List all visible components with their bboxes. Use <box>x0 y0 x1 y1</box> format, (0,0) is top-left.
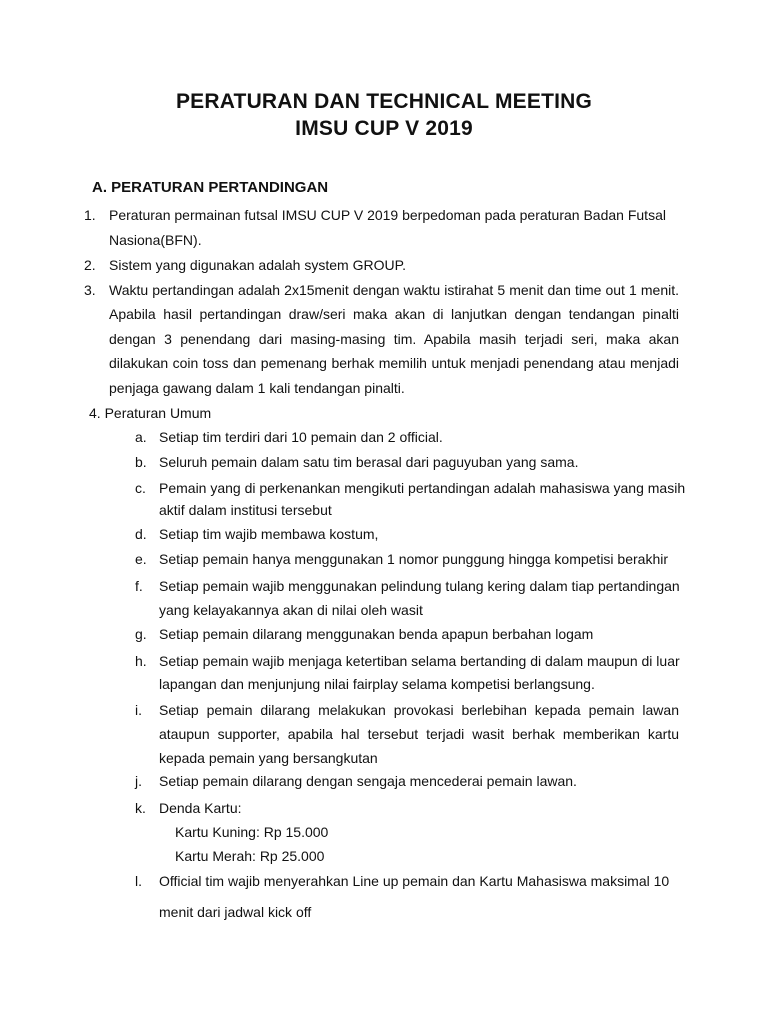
general-rule-l-letter: l. <box>135 873 142 889</box>
document-title-line-1: PERATURAN DAN TECHNICAL MEETING <box>175 90 593 113</box>
general-rule-f-line-2: yang kelayakannya akan di nilai oleh wasit <box>159 602 423 618</box>
general-rule-i-letter: i. <box>135 702 142 718</box>
general-rule-i-line-3: kepada pemain yang bersangkutan <box>159 750 378 766</box>
general-rule-c-line-2: aktif dalam institusi tersebut <box>159 502 332 518</box>
general-rule-a-letter: a. <box>135 429 147 445</box>
general-rule-k-line-1: Denda Kartu: <box>159 800 242 816</box>
general-rule-e-line-1: Setiap pemain hanya menggunakan 1 nomor punggung hingga kompetisi berakhir <box>159 551 669 567</box>
rule-3-line-1: Waktu pertandingan adalah 2x15menit dengan waktu istirahat 5 menit dan time out 1 menit. <box>109 282 679 298</box>
card-fine-red: Kartu Merah: Rp 25.000 <box>175 848 325 864</box>
general-rule-g-letter: g. <box>135 626 147 642</box>
rule-3-line-2: Apabila hasil pertandingan draw/seri maka akan di lanjutkan dengan tendangan pinalti <box>109 306 679 322</box>
rule-3-line-5: penjaga gawang dalam 1 kali tendangan pinalti. <box>109 380 405 396</box>
rule-2-number: 2. <box>84 257 96 273</box>
general-rule-g-line-1: Setiap pemain dilarang menggunakan benda apapun berbahan logam <box>159 626 594 642</box>
general-rule-i-line-1: Setiap pemain dilarang melakukan provokasi berlebihan kepada pemain lawan <box>159 702 679 718</box>
rule-3-line-4: dilakukan coin toss dan pemenang berhak memilih untuk menjadi penendang atau menjadi <box>109 355 679 371</box>
document-title-line-2: IMSU CUP V 2019 <box>295 117 473 140</box>
general-rule-i-line-2: ataupun supporter, apabila hal tersebut terjadi wasit berhak memberikan kartu <box>159 726 679 742</box>
general-rule-b-line-1: Seluruh pemain dalam satu tim berasal dari paguyuban yang sama. <box>159 454 579 470</box>
general-rule-f-letter: f. <box>135 578 143 594</box>
general-rule-e-letter: e. <box>135 551 147 567</box>
general-rule-c-line-1: Pemain yang di perkenankan mengikuti pertandingan adalah mahasiswa yang masih <box>159 480 686 496</box>
general-rule-d-letter: d. <box>135 526 147 542</box>
general-rule-h-line-2: lapangan dan menjunjung nilai fairplay selama kompetisi berlangsung. <box>159 676 595 692</box>
general-rule-k-letter: k. <box>135 800 146 816</box>
rule-2-line-1: Sistem yang digunakan adalah system GROUP. <box>109 257 407 273</box>
general-rule-c-letter: c. <box>135 480 146 496</box>
general-rule-a-line-1: Setiap tim terdiri dari 10 pemain dan 2 official. <box>159 429 443 445</box>
rule-4-heading: 4. Peraturan Umum <box>89 405 212 421</box>
general-rule-l-line-1: Official tim wajib menyerahkan Line up pemain dan Kartu Mahasiswa maksimal 10 <box>159 873 670 889</box>
general-rule-h-letter: h. <box>135 653 147 669</box>
general-rule-l-line-2: menit dari jadwal kick off <box>159 904 312 920</box>
general-rule-h-line-1: Setiap pemain wajib menjaga ketertiban selama bertanding di dalam maupun di luar <box>159 653 680 669</box>
section-a-heading: A. PERATURAN PERTANDINGAN <box>92 179 329 196</box>
rule-1-line-1: Peraturan permainan futsal IMSU CUP V 2019 berpedoman pada peraturan Badan Futsal <box>109 207 666 223</box>
card-fine-yellow: Kartu Kuning: Rp 15.000 <box>175 824 329 840</box>
rule-3-line-3: dengan 3 penendang dari masing-masing tim. Apabila masih terjadi seri, maka akan <box>109 331 679 347</box>
rule-1-number: 1. <box>84 207 96 223</box>
general-rule-d-line-1: Setiap tim wajib membawa kostum, <box>159 526 379 542</box>
rule-1-line-2: Nasiona(BFN). <box>109 232 202 248</box>
rule-3-number: 3. <box>84 282 96 298</box>
general-rule-b-letter: b. <box>135 454 147 470</box>
general-rule-f-line-1: Setiap pemain wajib menggunakan pelindung tulang kering dalam tiap pertandingan <box>159 578 680 594</box>
general-rule-j-letter: j. <box>135 773 142 789</box>
general-rule-j-line-1: Setiap pemain dilarang dengan sengaja mencederai pemain lawan. <box>159 773 577 789</box>
